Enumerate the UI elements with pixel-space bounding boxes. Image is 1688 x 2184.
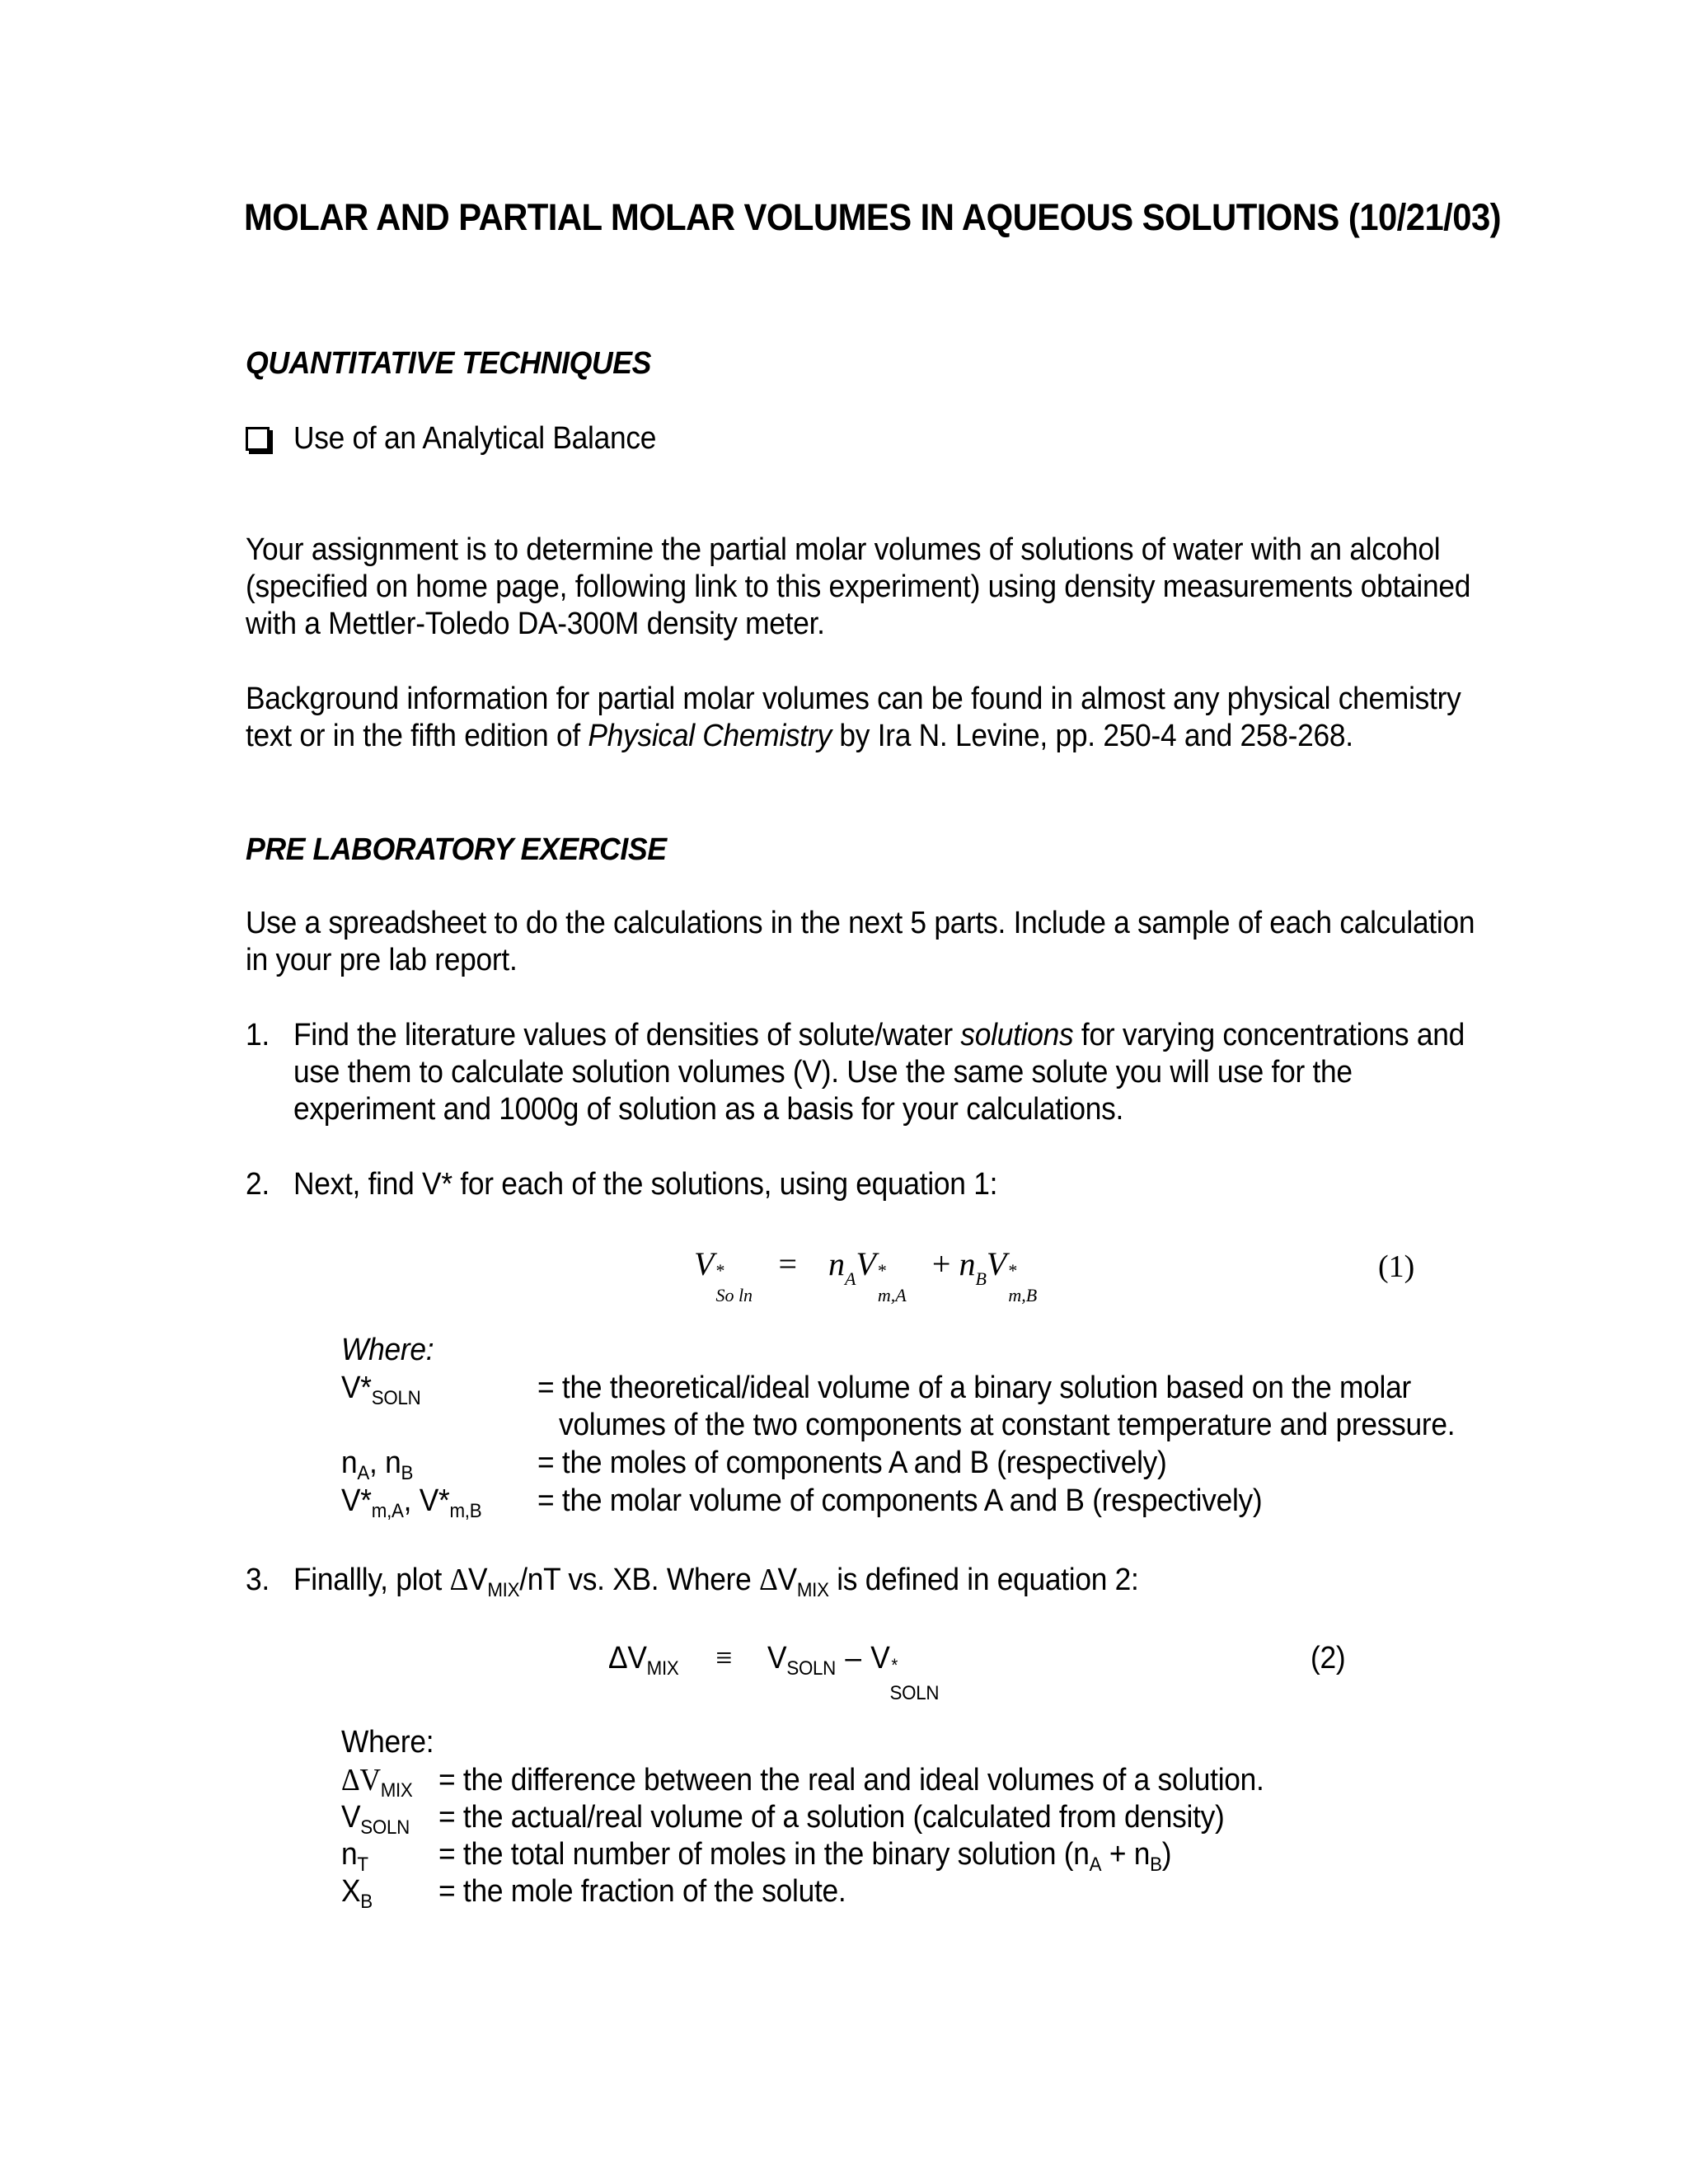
page-title: MOLAR AND PARTIAL MOLAR VOLUMES IN AQUEOUS SOLUTIONS (10/21/03) [244,196,1502,238]
item-3-text [293,1562,1139,1602]
defs-2-x: X [341,1874,361,1909]
item-3-pre: Finallly, plot [293,1563,450,1597]
defs-1-desc-vsoln-cont: volumes of the two components at constant temperature and pressure. [559,1408,1456,1442]
eq1-n-a: n [828,1245,845,1282]
eq1-v-soln: V [694,1245,715,1282]
background-line-2-post: by Ira N. Levine, pp. 250-4 and 258-268. [831,719,1353,753]
eq1-sub-ma: m,A [877,1285,907,1305]
defs-2-nt-sub-b: B [1150,1854,1162,1876]
defs-2-t-sub: T [357,1854,368,1876]
item-1-text [293,1017,1465,1128]
item-1-emphasis: solutions [960,1018,1074,1052]
defs-2-nt-post: ) [1161,1837,1172,1872]
defs-2-symbol-dvmix [341,1762,413,1802]
eq2-mix-sub: MIX [646,1657,679,1680]
eq2-minus: – [845,1641,861,1675]
book-title: Physical Chemistry [588,719,832,753]
defs-2-v: V [341,1800,361,1835]
defs-2-b-sub: B [360,1891,373,1913]
defs-2-n: n [341,1837,358,1872]
eq1-v-mb: V [986,1245,1007,1282]
defs-1-symbol-vsoln [341,1370,420,1410]
eq1-sub-soln: So ln [715,1285,753,1305]
equation-2 [608,1640,944,1704]
eq1-star-1: * [715,1260,725,1281]
defs-1-v-mb-sub: m,B [449,1500,482,1522]
item-1-line-1-post: for varying concentrations and [1073,1018,1465,1052]
item-1-line-2: use them to calculate solution volumes (V). Use the same solute you will use for the [293,1055,1353,1090]
eq1-plus: + [931,1245,951,1282]
defs-1-where: Where: [341,1333,434,1367]
prelab-line-1: Use a spreadsheet to do the calculations in the next 5 parts. Include a sample of each calculation [246,906,1475,940]
item-1-line-3: experiment and 1000g of solution as a basis for your calculations. [293,1092,1124,1127]
defs-2-symbol-vsoln [341,1799,410,1840]
defs-1-soln-sub: SOLN [371,1387,421,1409]
defs-1-n-a: n [341,1446,358,1480]
item-3-delta-2: Δ [759,1563,778,1597]
intro-paragraph [246,532,1470,643]
defs-2-nt-pre: = the total number of moles in the binary solution (n [438,1837,1090,1872]
item-1-line-1-pre: Find the literature values of densities of solute/water [293,1018,961,1052]
item-3-mid: /nT vs. XB. Where [519,1563,760,1597]
eq1-sub-mb: m,B [1008,1285,1038,1305]
item-3-v-2: V [777,1563,797,1597]
defs-1-sep-1: , [369,1446,386,1480]
equation-2-number: (2) [1311,1641,1346,1675]
defs-1-v-ma-sub: m,A [371,1500,404,1522]
item-1-number: 1. [246,1018,270,1052]
defs-1-desc-moles: = the moles of components A and B (respectively) [537,1446,1167,1480]
checkbox-icon [246,427,270,451]
defs-2-desc-vsoln: = the actual/real volume of a solution (calculated from density) [438,1800,1225,1835]
defs-1-n-a-sub: A [357,1462,370,1484]
eq2-star: * [891,1655,898,1675]
defs-2-soln-sub: SOLN [360,1816,410,1839]
defs-2-desc-nt [438,1836,1171,1877]
prelab-line-2: in your pre lab report. [246,943,518,977]
background-line-2-pre: text or in the fifth edition of [246,719,588,753]
item-1-line-1 [293,1017,1465,1054]
checkbox-item-label: Use of an Analytical Balance [293,421,657,456]
eq1-sub-a: A [845,1268,856,1289]
item-3-mix-1: MIX [487,1579,520,1601]
quantitative-techniques-heading: QUANTITATIVE TECHNIQUES [246,346,651,381]
eq1-n-b: n [959,1245,976,1282]
item-3-mix-2: MIX [796,1579,829,1601]
defs-1-desc-molar-volume: = the molar volume of components A and B (respectively) [537,1483,1263,1518]
eq2-v-soln-star: V [870,1641,890,1675]
defs-2-where: Where: [341,1725,434,1760]
item-3-v-1: V [468,1563,488,1597]
item-3-delta-1: Δ [449,1563,469,1597]
equation-1 [694,1244,1049,1305]
eq2-soln-sub-2: SOLN [889,1682,940,1704]
intro-line-2: (specified on home page, following link to this experiment) using density measurements obtained [246,569,1471,604]
eq1-sub-b: B [975,1268,987,1289]
eq2-equiv: ≡ [715,1641,733,1675]
defs-2-symbol-xb [341,1873,373,1914]
defs-2-nt-mid: + n [1101,1837,1151,1872]
defs-2-desc-dvmix: = the difference between the real and ideal volumes of a solution. [438,1763,1264,1797]
item-2-number: 2. [246,1167,270,1202]
defs-1-v-mb: V* [419,1483,450,1518]
eq1-equals: = [778,1245,797,1282]
item-3-post: is defined in equation 2: [828,1563,1139,1597]
prelab-heading: PRE LABORATORY EXERCISE [246,832,667,867]
defs-2-desc-xb: = the mole fraction of the solute. [438,1874,846,1909]
eq2-v-soln: V [767,1641,787,1675]
background-line-1: Background information for partial molar volumes can be found in almost any physical chemistry [246,682,1461,716]
defs-2-mix-sub: MIX [380,1779,413,1802]
eq1-star-2: * [877,1260,887,1281]
item-3-number: 3. [246,1563,270,1597]
defs-1-n-b-sub: B [401,1462,414,1484]
defs-2-nt-sub-a: A [1089,1854,1102,1876]
defs-1-symbol-moles [341,1445,413,1485]
defs-1-symbol-molar-volume [341,1483,481,1523]
eq2-soln-sub-1: SOLN [786,1657,837,1680]
defs-1-desc-vsoln: = the theoretical/ideal volume of a binary solution based on the molar [537,1371,1411,1405]
background-paragraph [246,681,1461,755]
background-line-2 [246,718,1461,755]
intro-line-3: with a Mettler-Toledo DA-300M density meter. [246,607,825,641]
prelab-paragraph [246,905,1475,979]
equation-1-number: (1) [1378,1249,1415,1284]
eq1-v-ma: V [856,1245,876,1282]
defs-1-v-ma: V* [341,1483,372,1518]
defs-2-symbol-nt [341,1836,368,1877]
defs-1-n-b: n [385,1446,401,1480]
item-2-text: Next, find V* for each of the solutions, using equation 1: [293,1167,998,1202]
eq2-delta-v: ΔV [608,1641,647,1675]
intro-line-1: Your assignment is to determine the partial molar volumes of solutions of water with an alcohol [246,532,1441,567]
defs-2-delta-v: ΔV [341,1763,381,1797]
defs-1-v-star: V* [341,1371,372,1405]
eq1-star-3: * [1008,1260,1018,1281]
defs-1-sep-2: , [403,1483,420,1518]
